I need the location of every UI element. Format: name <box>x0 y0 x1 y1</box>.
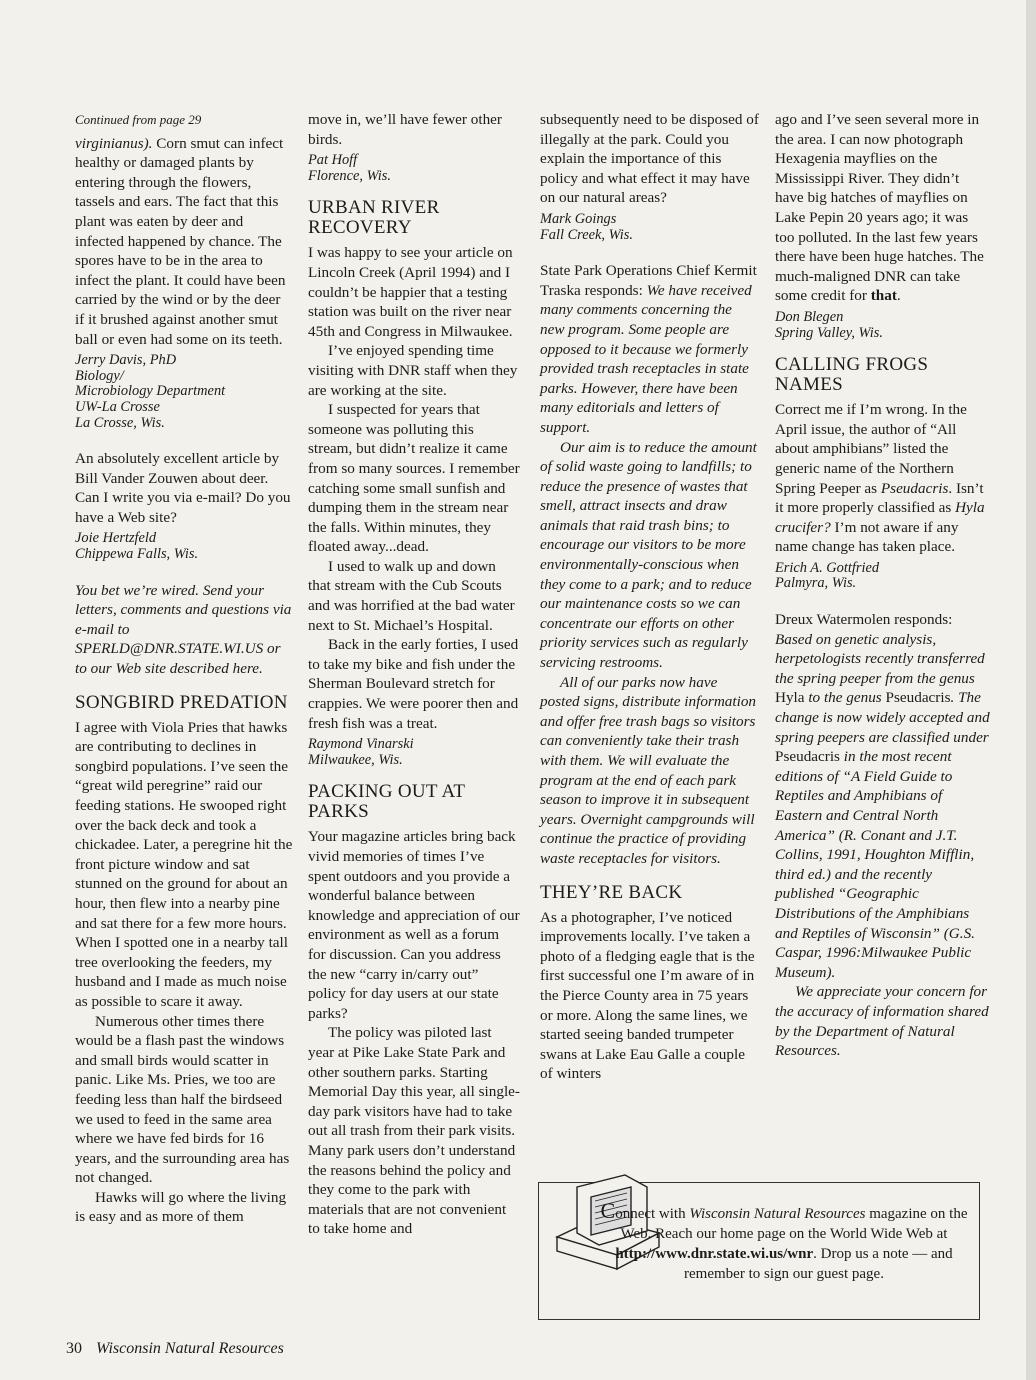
signature-line: Jerry Davis, PhD <box>75 352 177 369</box>
box-text: magazine on the Web. Reach our home page on the World Wide Web at <box>620 1206 968 1242</box>
page-number: 30 <box>66 1340 82 1357</box>
signature-line: Pat Hoff <box>308 152 358 169</box>
drop-cap: C <box>600 1198 616 1223</box>
response-text: . The change is now widely accepted and spring peepers are classified under <box>775 689 990 746</box>
signature-line: Florence, Wis. <box>308 167 391 184</box>
section-heading: URBAN RIVER RECOVERY <box>308 197 440 239</box>
species-name: virginianus). <box>75 134 153 152</box>
emphasis: that <box>870 287 897 305</box>
letter-paragraph: Hawks will go where the living is easy and as more of them <box>75 1188 287 1226</box>
box-text: onnect with <box>615 1206 690 1222</box>
web-connect-box <box>538 1182 980 1320</box>
letter-paragraph: I agree with Viola Pries that hawks are contributing to declines in songbird populations. I’ve seen the “great wild peregrine” raid our feeding stations. He swooped right over the back deck and took a chickadee. Later, a peregrine hit the front picture window and sat stunned on the ground for about an hour, then flew into a nearby pine and sat there for a few more hours. When I spotted one in a nearby tall tree overlooking the feeders, my husband and I made as much noise as possible to scare it away. <box>75 718 293 1010</box>
genus-name: Pseudacris <box>880 479 949 497</box>
letter-paragraph: Your magazine articles bring back vivid memories of times I’ve spent outdoors and you provide a wonderful balance between knowledge and appreciation of our environment as well as a forum for discussion. Can you address the new “carry in/carry out” policy for day users at our state parks? <box>308 828 520 1022</box>
signature-line: Don Blegen <box>775 308 844 325</box>
response-text: to the genus <box>804 689 886 707</box>
signature-line: Milwaukee, Wis. <box>308 751 403 768</box>
letter-paragraph: move in, we’ll have fewer other birds. <box>308 111 502 148</box>
response-text: You bet we’re wired. Send your letters, comments and questions via e-mail to <box>75 581 292 638</box>
response-paragraph: Our aim is to reduce the amount of solid waste going to landfills; to reduce the presence of wastes that smell, attract insects and draw animals that raid trash bins; to encourage our visitors to be more environmentally-conscious when they come to a park; and to reduce our maintenance costs so we can concentrate our efforts on other priority services such as regularly servicing restrooms. <box>540 438 757 672</box>
column-2 <box>308 110 520 1239</box>
web-connect-text <box>599 1198 969 1284</box>
letter-paragraph <box>75 134 293 350</box>
signature <box>308 737 520 768</box>
genus-name: Pseudacris <box>885 689 951 707</box>
letter-paragraph: I’ve enjoyed spending time visiting with DNR staff when they are working at the site. <box>308 342 518 399</box>
signature-line: Chippewa Falls, Wis. <box>75 546 199 563</box>
signature <box>308 153 520 184</box>
response-text: in the most recent editions of “A Field Guide to Reptiles and Amphibians of Eastern and Central North America” (R. Conant and J.T. Collins, 1991, Houghton Mifflin, third ed.) and the recently published “Geographic Distributions of the Amphibians and Reptiles of Wisconsin” (G.S. Caspar, 1996:Milwaukee Public Museum). <box>775 748 975 981</box>
section-heading: PACKING OUT AT PARKS <box>308 781 465 823</box>
letter-paragraph: subsequently need to be disposed of illegally at the park. Could you explain the importance of this policy and what effect it may have on our natural areas? <box>540 111 759 207</box>
publication-name: Wisconsin Natural Resources <box>96 1340 284 1357</box>
response-intro: Dreux Watermolen responds: <box>775 611 953 629</box>
letter-paragraph: I used to walk up and down that stream with the Cub Scouts and was horrified at the bad water next to St. Michael’s Hospital. <box>308 557 515 634</box>
letter-paragraph <box>775 110 990 306</box>
section-heading: CALLING FROGS NAMES <box>775 354 929 396</box>
page-edge <box>1026 0 1036 1380</box>
letter-paragraph: An absolutely excellent article by Bill Vander Zouwen about deer. Can I write you via e-mail? Do you have a Web site? <box>75 450 291 526</box>
genus-name: Hyla <box>775 689 805 707</box>
genus-name: Pseudacris <box>775 748 840 766</box>
signature-line: Erich A. Gottfried <box>775 559 880 576</box>
signature <box>775 310 990 341</box>
section-heading: THEY’RE BACK <box>540 881 683 903</box>
letter-paragraph <box>775 400 990 557</box>
signature <box>75 353 293 431</box>
signature-line: Biology/ <box>75 367 124 384</box>
signature-line: Spring Valley, Wis. <box>775 324 883 341</box>
box-text: . Drop us a note — and remember to sign our guest page. <box>684 1246 953 1282</box>
letter-paragraph: I suspected for years that someone was polluting this stream, but didn’t realize it came from so many sources. I remember catching some small sunfish and dumping them in the stream near the falls. Within minutes, they floated away...dead. <box>308 401 520 556</box>
letter-paragraph: Back in the early forties, I used to take my bike and fish under the Sherman Boulevard stretch for crappies. We were poorer then and fresh fish was a treat. <box>308 636 519 732</box>
response-paragraph <box>540 261 760 437</box>
signature-line: UW-La Crosse <box>75 398 160 415</box>
letter-paragraph: Numerous other times there would be a flash past the windows and small birds would scatter in panic. Like Ms. Pries, we too are feeding less than half the birdseed we used to feed in the same area where we have fed birds for 16 years, and the surrounding area has not changed. <box>75 1012 290 1187</box>
website-url[interactable]: http://www.dnr.state.wi.us/wnr <box>615 1246 814 1262</box>
page-footer <box>66 1340 284 1358</box>
response-paragraph: All of our parks now have posted signs, distribute information and offer free trash bags so visitors can conveniently take their trash with them. We will evaluate the program at the end of each park season to improve it in subsequent years. Overnight campgrounds will continue the practice of providing waste receptacles for visitors. <box>540 673 757 867</box>
signature <box>540 212 760 243</box>
letter-text: . <box>896 287 901 305</box>
signature <box>775 561 990 592</box>
signature-line: Joie Hertzfeld <box>75 530 157 547</box>
letter-text: ago and I’ve seen several more in the area. I can now photograph Hexagenia mayflies on the Mississippi River. They didn’t have big hatches of mayflies on Lake Pepin 20 years ago; it was too polluted. In the last few years there have been huge hatches. The much-maligned DNR can take some credit for <box>775 111 984 305</box>
letter-paragraph: The policy was piloted last year at Pike Lake State Park and other southern parks. Starting Memorial Day this year, all single-day park visitors have had to take out all trash from their park visits. Many park users don’t understand the reasons behind the policy and they come to the park with materials that are not convenient to take home and <box>308 1024 520 1238</box>
response-text: or to our Web site described here. <box>75 640 281 678</box>
letter-text: I’m not aware if any name change has taken place. <box>775 518 959 556</box>
signature-line: Mark Goings <box>540 210 617 227</box>
response-paragraph: We appreciate your concern for the accuracy of information shared by the Department of Natural Resources. <box>775 983 989 1060</box>
response-intro: State Park Operations Chief Kermit Traska responds: <box>540 262 757 299</box>
section-heading: SONGBIRD PREDATION <box>75 691 288 713</box>
letter-paragraph: As a photographer, I’ve noticed improvements locally. I’ve taken a photo of a fledging eagle that is the first successful one I’m aware of in the Pierce County area in 75 years or more. Along the same lines, we started seeing banded trumpeter swans at Lake Eau Galle a couple of winters <box>540 908 755 1083</box>
letter-text: Corn smut can infect healthy or damaged plants by entering through the flowers, tassels and ears. The fact that this plant was eaten by deer and infected happened by chance. The spores have to be in the area to infect the plant. It could have been carried by the wind or by the deer if it brushed against another smut ball or even had some on its teeth. <box>75 134 286 348</box>
editor-response <box>75 581 293 679</box>
signature-line: Fall Creek, Wis. <box>540 226 633 243</box>
response-text: Based on genetic analysis, herpetologists recently transferred the spring peeper from the genus <box>775 630 985 687</box>
letter-paragraph: I was happy to see your article on Lincoln Creek (April 1994) and I couldn’t be happier that a testing station was built on the river near 45th and Congress in Milwaukee. <box>308 244 513 340</box>
response-paragraph <box>775 630 990 983</box>
continued-note: Continued from page 29 <box>75 112 202 127</box>
email-address: SPERLD@DNR.STATE.WI.US <box>75 640 264 658</box>
species-name: Hyla crucifer? <box>775 499 985 536</box>
signature <box>75 531 293 562</box>
column-4 <box>775 110 990 1061</box>
signature-line: La Crosse, Wis. <box>75 414 165 431</box>
letter-text: . Isn’t it more properly classified as <box>775 479 984 517</box>
column-3 <box>540 110 760 1084</box>
letter-text: Correct me if I’m wrong. In the April issue, the author of “All about amphibians” listed the generic name of the Northern Spring Peeper as <box>775 401 967 497</box>
signature-line: Raymond Vinarski <box>308 736 414 753</box>
column-1 <box>75 110 293 1227</box>
response-text: We have received many comments concerning the new program. Some people are opposed to it because we formerly provided trash receptacles in state parks. However, there have been many editorials and letters of support. <box>540 281 752 436</box>
magazine-name: Wisconsin Natural Resources <box>689 1206 866 1222</box>
signature-line: Microbiology Department <box>75 383 226 400</box>
signature-line: Palmyra, Wis. <box>775 575 857 592</box>
